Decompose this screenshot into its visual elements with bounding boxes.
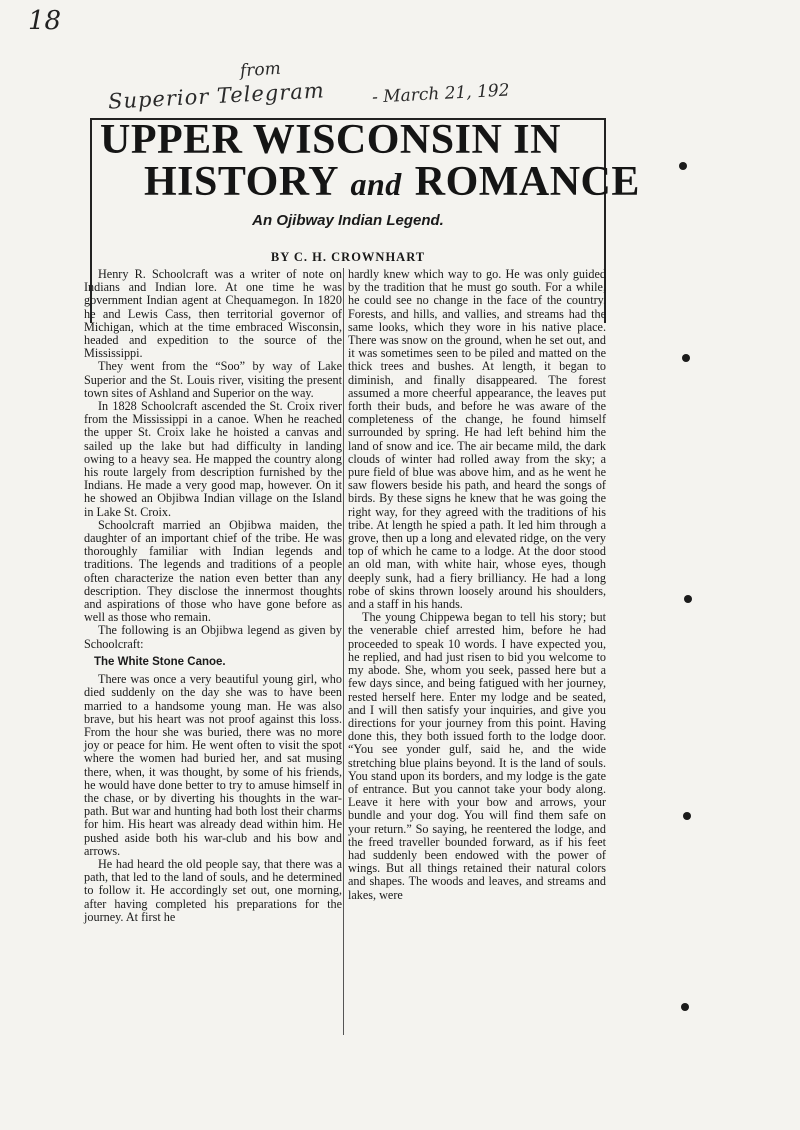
headline-romance: ROMANCE <box>414 159 640 205</box>
article-byline: BY C. H. CROWNHART <box>270 250 426 264</box>
section-heading: The White Stone Canoe. <box>94 655 226 668</box>
handwritten-from-note: from <box>239 58 282 82</box>
punch-hole-5 <box>681 1003 689 1011</box>
headline-history: HISTORY <box>144 159 338 205</box>
punch-hole-3 <box>684 595 692 603</box>
headline-line-1: UPPER WISCONSIN IN <box>100 117 561 163</box>
paragraph: There was once a very beautiful young girl, who died suddenly on the day she was to have been married to a handsome young man. He was also brave, but his heart was not proof against this loss. From the hour she was buried, there was no more joy or peace for him. He went often to visit the spot where the women had buried her, and sat musing there, when, it was thought, by some of his friends, he would have done better to try to amuse himself in the chase, or by diverting his thoughts in the war-path. But war and hunting had both lost their charms for him. His heart was already dead within him. He pushed aside both his war-club and his bow and arrows. <box>84 672 342 858</box>
paragraph: The young Chippewa began to tell his story; but the venerable chief arrested him, before he had proceeded to speak 10 words. I have expected you, he replied, and had just risen to bid you welcome to my abode. She, whom you seek, passed here but a few days since, and being fatigued with her journey, rested herself here. Enter my lodge and be seated, and I will then satisfy your inquiries, and give you directions for your journey from this point. Having done this, they both issued forth to the lodge door. “You see yonder gulf, said he, and the wide stretching blue plains beyond. It is the land of souls. You stand upon its borders, and my lodge is the gate of entrance. But you cannot take your body along. Leave it here with your bow and arrows, your bundle and your dog. You will find them safe on your return.” So saying, he reentered the lodge, and the freed traveller bounded forward, as if his feet had suddenly been endowed with the power of wings. But all things retained their natural colors and shapes. The woods and leaves, and streams and lakes, were <box>348 610 606 902</box>
page-number: 18 <box>28 6 62 36</box>
column-divider <box>343 268 344 1035</box>
headline-line-2 <box>144 158 640 206</box>
right-column <box>348 268 606 902</box>
article-subtitle: An Ojibway Indian Legend. <box>252 212 444 229</box>
handwritten-source-note: Superior Telegram <box>107 78 326 114</box>
punch-hole-4 <box>683 812 691 820</box>
paragraph: Henry R. Schoolcraft was a writer of note on Indians and Indian lore. At one time he was government Indian agent at Chequamegon. In 1820 he and Lewis Cass, then territorial governor of Michigan, which at the time embraced Wisconsin, headed and expedition to the source of the Mississippi. <box>84 267 342 361</box>
punch-hole-2 <box>682 354 690 362</box>
paragraph: He had heard the old people say, that there was a path, that led to the land of souls, and he determined to follow it. He accordingly set out, one morning, after having completed his preparations for the journey. At first he <box>84 856 342 924</box>
punch-hole-1 <box>679 162 687 170</box>
paragraph: Schoolcraft married an Objibwa maiden, the daughter of an important chief of the tribe. He was thoroughly familiar with Indian legends and traditions. The legends and traditions of a people often characterize the nation even better than any description. They disclose the innermost thoughts and aspirations of those who have gone before as well as those who remain. <box>84 517 342 625</box>
headline-and: and <box>350 166 402 202</box>
paragraph: In 1828 Schoolcraft ascended the St. Croix river from the Mississippi in a canoe. When he reached the upper St. Croix lake he hoisted a canvas and sailed up the lake but had difficulty in landing owing to a heavy sea. He mapped the country along his route largely from description furnished by the Indians. He made a very good map, however. On it he showed an Objibwa Indian village on the Island in Lake St. Croix. <box>84 399 342 519</box>
paragraph: hardly knew which way to go. He was only guided by the tradition that he must go south. For a while, he could see no change in the face of the country. Forests, and hills, and vallies, and streams had the same looks, which they wore in his native place. There was snow on the ground, when he set out, and it was sometimes seen to be piled and matted on the thick trees and bushes. At length, it began to diminish, and finally disappeared. The forest assumed a more cheerful appearance, the leaves put forth their buds, and before he was aware of the completeness of the change, he found himself surrounded by spring. He had left behind him the land of snow and ice. The air became mild, the dark clouds of winter had rolled away from the sky; a pure field of blue was above him, and as he went he saw flowers beside his path, and heard the songs of birds. By these signs he knew that he was going the right way, for they agreed with the traditions of his tribe. At length he spied a path. It led him through a grove, then up a long and elevated ridge, on the very top of which he came to a lodge. At the door stood an old man, with white hair, whose eyes, though deeply sunk, had a fiery brilliancy. He had a long robe of skins thrown loosely around his shoulders, and a staff in his hands. <box>348 267 606 612</box>
paragraph: The following is an Objibwa legend as given by Schoolcraft: <box>84 623 342 651</box>
paragraph: They went from the “Soo” by way of Lake Superior and the St. Louis river, visiting the present town sites of Ashland and Superior on the way. <box>84 359 342 400</box>
handwritten-date-note: - March 21, 192 <box>371 80 511 108</box>
left-column <box>84 268 342 924</box>
